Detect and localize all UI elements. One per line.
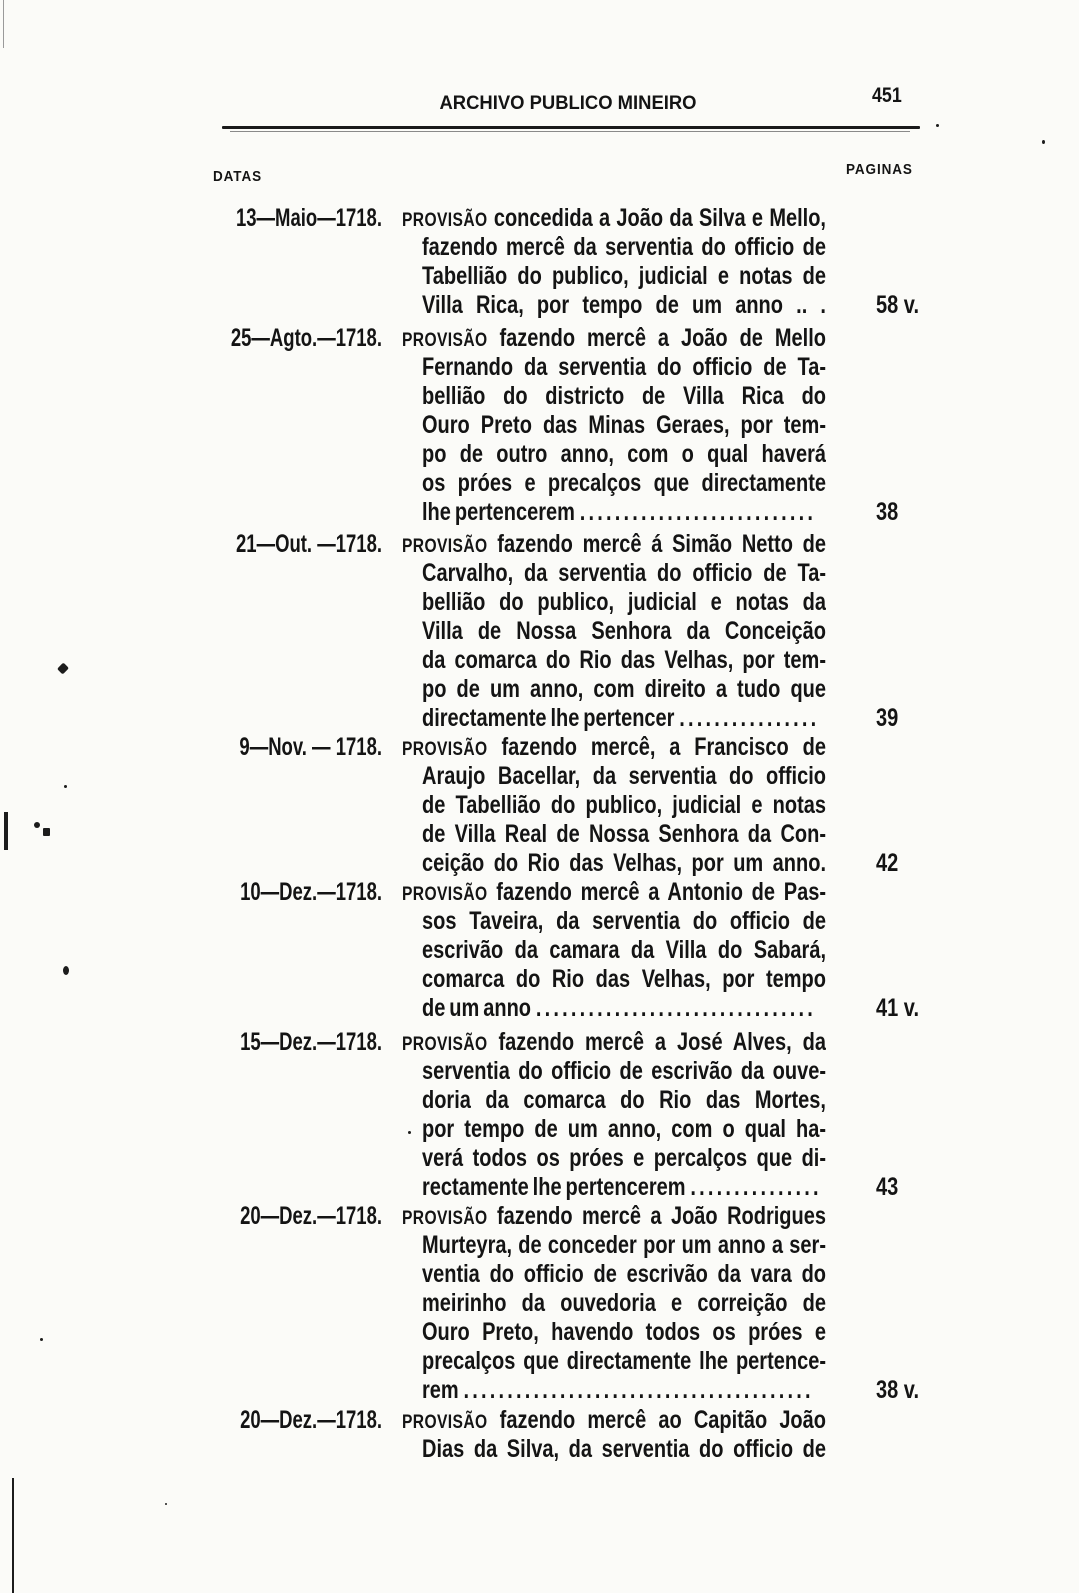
entry-line: por tempo de um anno, com o qual ha- <box>422 1115 826 1143</box>
entry-line: Araujo Bacellar, da serventia do officio <box>422 762 826 790</box>
entry-line <box>402 324 826 353</box>
scan-speck <box>40 1338 43 1341</box>
entry-line: Ouro Preto das Minas Geraes, por tem- <box>422 411 826 439</box>
scan-edge-mark <box>12 1478 14 1593</box>
entry-line: bellião do publico, judicial e notas da <box>422 588 826 616</box>
entry-line <box>402 878 826 907</box>
entry-line: doria da comarca do Rio das Mortes, <box>422 1086 826 1114</box>
scan-speck <box>64 785 67 788</box>
scan-edge-mark <box>4 812 8 850</box>
column-heading-dates: DATAS <box>213 168 263 185</box>
entry-line: precalços que directamente lhe pertence- <box>422 1347 826 1375</box>
entry <box>0 1028 1079 1202</box>
entry-line: Carvalho, da serventia do officio de Ta- <box>422 559 826 587</box>
dot-leader: ........................... <box>579 498 817 526</box>
scan-speck <box>43 828 50 836</box>
entry-line: Villa de Nossa Senhora da Conceição <box>422 617 826 645</box>
entry-line <box>402 733 826 762</box>
line-text: fazendo mercê a José Alves, da <box>498 1028 826 1056</box>
page-reference: 39 <box>876 704 899 732</box>
entry-line <box>402 204 826 233</box>
column-heading-pages: PAGINAS <box>846 161 913 178</box>
dot-leader: ........................................ <box>463 1376 814 1404</box>
running-title: ARCHIVO PUBLICO MINEIRO <box>439 93 697 114</box>
entry <box>0 204 1079 320</box>
entry-line: po de outro anno, com o qual haverá <box>422 440 826 468</box>
provisao-label: PROVISÃO <box>402 1207 488 1229</box>
entry-line: serventia do officio de escrivão da ouve- <box>422 1057 826 1085</box>
provisao-label: PROVISÃO <box>402 1411 488 1433</box>
entry-text <box>402 1406 1002 1464</box>
entry-line: Fernando da serventia do officio de Ta- <box>422 353 826 381</box>
entry-line: ceição do Rio das Velhas, por um anno. <box>422 849 826 877</box>
entry-line: sos Taveira, da serventia do officio de <box>422 907 826 935</box>
entry-line <box>402 1406 826 1435</box>
entry <box>0 733 1079 878</box>
entry-line: Tabellião do publico, judicial e notas de <box>422 262 826 290</box>
line-text: rem <box>422 1376 459 1404</box>
entry-line: os próes e precalços que directamente <box>422 469 826 497</box>
header-rule <box>222 126 920 129</box>
entry-line: da comarca do Rio das Velhas, por tem- <box>422 646 826 674</box>
page-reference: 42 <box>876 849 899 877</box>
entry-line: meirinho da ouvedoria e correição de <box>422 1289 826 1317</box>
page-reference: 58 v. <box>876 291 919 319</box>
scan-speck <box>1042 140 1045 144</box>
page-reference: 43 <box>876 1173 899 1201</box>
line-text: fazendo mercê a João de Mello <box>499 324 826 352</box>
entry-line: bellião do districto de Villa Rica do <box>422 382 826 410</box>
provisao-label: PROVISÃO <box>402 209 488 231</box>
scan-edge-mark <box>3 0 4 48</box>
scan-speck <box>34 822 40 828</box>
line-text: lhe pertencerem <box>422 498 575 526</box>
entry-text <box>402 324 1002 527</box>
entry-date: 21—Out. —1718. <box>235 530 382 558</box>
scan-speck <box>408 1131 411 1134</box>
page-reference: 38 v. <box>876 1376 919 1404</box>
entry-line <box>402 530 826 559</box>
provisao-label: PROVISÃO <box>402 329 488 351</box>
entry-line: de Villa Real de Nossa Senhora da Con- <box>422 820 826 848</box>
page-reference: 38 <box>876 498 899 526</box>
entry-line <box>422 498 826 527</box>
dot-leader: ............... <box>690 1173 822 1201</box>
entry-line: Villa Rica, por tempo de um anno .. . <box>422 291 826 319</box>
entry-line: fazendo mercê da serventia do officio de <box>422 233 826 261</box>
provisao-label: PROVISÃO <box>402 738 488 760</box>
entry <box>0 530 1079 733</box>
entry-line: Dias da Silva, da serventia do officio de <box>422 1435 826 1463</box>
entry-text <box>402 530 1002 733</box>
entry-line <box>422 1376 826 1405</box>
scan-speck <box>63 966 69 975</box>
entry-line: de Tabellião do publico, judicial e notas <box>422 791 826 819</box>
scan-speck <box>165 1503 167 1505</box>
entry-date: 25—Agto.—1718. <box>230 324 382 352</box>
scan-speck <box>936 124 939 127</box>
line-text: directamente lhe pertencer <box>422 704 675 732</box>
dot-leader: ................ <box>679 704 820 732</box>
provisao-label: PROVISÃO <box>402 1033 488 1055</box>
provisao-label: PROVISÃO <box>402 535 488 557</box>
entry-date: 15—Dez.—1718. <box>240 1028 382 1056</box>
entry-line <box>402 1028 826 1057</box>
entry-line <box>422 704 826 733</box>
entry-line: Murteyra, de conceder por um anno a ser- <box>422 1231 826 1259</box>
entry-line <box>422 1173 826 1202</box>
line-text: rectamente lhe pertencerem <box>422 1173 686 1201</box>
entry <box>0 878 1079 1023</box>
entry-date: 20—Dez.—1718. <box>240 1202 382 1230</box>
entry-date: 10—Dez.—1718. <box>240 878 382 906</box>
entry-text <box>402 1028 1002 1202</box>
entry-line <box>422 994 826 1023</box>
entry <box>0 1406 1079 1464</box>
entry-line <box>402 1202 826 1231</box>
entry-line: escrivão da camara da Villa do Sabará, <box>422 936 826 964</box>
entry-line: po de um anno, com direito a tudo que <box>422 675 826 703</box>
entry-line: Ouro Preto, havendo todos os próes e <box>422 1318 826 1346</box>
line-text: fazendo mercê ao Capitão João <box>499 1406 826 1434</box>
line-text: fazendo mercê, a Francisco de <box>501 733 826 761</box>
line-text: de um anno <box>422 994 532 1022</box>
entry-date: 9—Nov. — 1718. <box>239 733 382 761</box>
entry-text <box>402 733 1002 878</box>
entry-date: 13—Maio—1718. <box>235 204 382 232</box>
header-rule-shadow <box>230 131 910 132</box>
entry-line: comarca do Rio das Velhas, por tempo <box>422 965 826 993</box>
provisao-label: PROVISÃO <box>402 883 488 905</box>
entry-text <box>402 1202 1002 1405</box>
line-text: fazendo mercê a João Rodrigues <box>497 1202 826 1230</box>
line-text: fazendo mercê á Simão Netto de <box>497 530 826 558</box>
entry <box>0 324 1079 527</box>
page-reference: 41 v. <box>876 994 919 1022</box>
entry-date: 20—Dez.—1718. <box>240 1406 382 1434</box>
entry <box>0 1202 1079 1405</box>
entry-line: ventia do officio de escrivão da vara do <box>422 1260 826 1288</box>
line-text: concedida a João da Silva e Mello, <box>493 204 826 232</box>
dot-leader: ................................ <box>535 994 817 1022</box>
page-number: 451 <box>872 84 902 107</box>
entry-line: verá todos os próes e percalços que di- <box>422 1144 826 1172</box>
line-text: fazendo mercê a Antonio de Pas- <box>496 878 826 906</box>
